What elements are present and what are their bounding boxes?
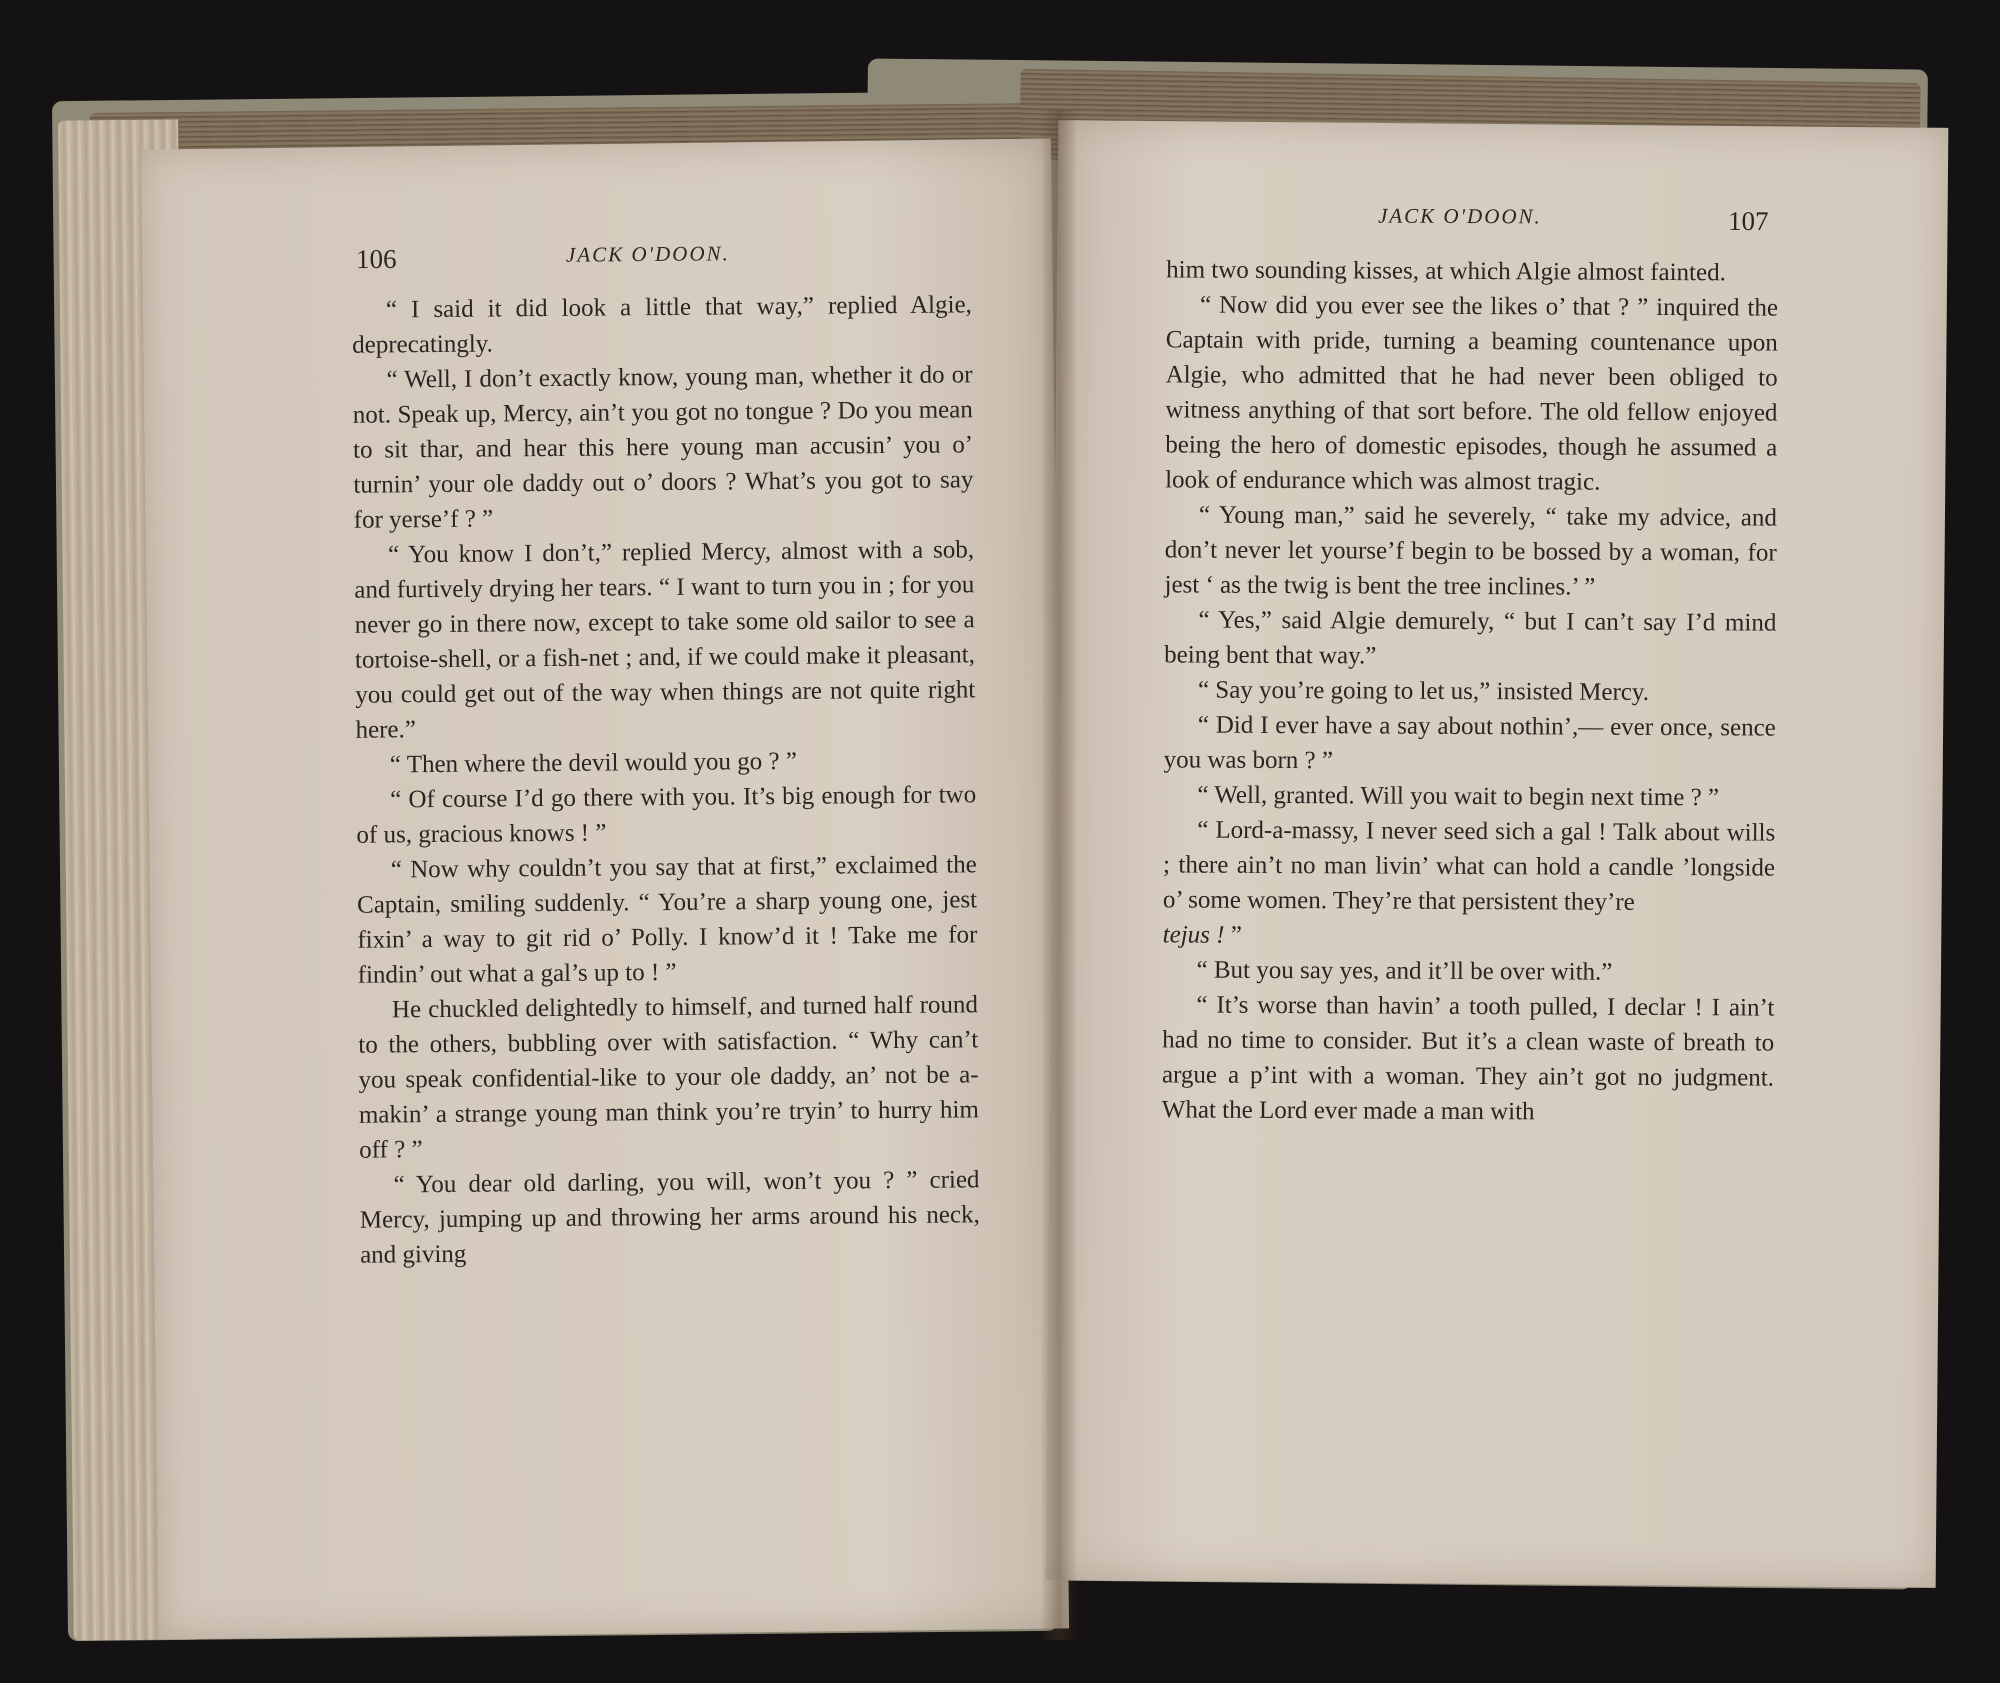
paragraph: “ You know I don’t,” replied Mercy, almost with a sob, and furtively drying her tears. “ I want to turn you in ; for you never go in there now, except to take some old sailor to see a tortoise-shell, or a fish-net ; and, if we could make it pleasant, you could get out of the way when things are not quite right here.”	[354, 536, 976, 744]
right-page-number: 107	[1727, 205, 1769, 237]
italic-word: tejus !	[1162, 921, 1225, 949]
paragraph: “ Did I ever have a say about nothin’,— ever once, sence you was born ? ”	[1163, 711, 1776, 775]
paragraph: “ But you say yes, and it’ll be over with.”	[1196, 956, 1613, 986]
paragraph: “ I said it did look a little that way,” replied Algie, deprecatingly.	[352, 291, 972, 359]
paragraph: “ It’s worse than havin’ a tooth pulled, I declar ! I ain’t had no time to consider. But it’s a clean waste of breath to argue a p’int with a woman. They ain’t got no judgment. What the Lord ever made a man with	[1161, 991, 1775, 1126]
paragraph	[1163, 812, 1776, 955]
paragraph: “ You dear old darling, you will, won’t you ? ” cried Mercy, jumping up and throwing her arms around his neck, and giving	[359, 1166, 980, 1269]
book-gutter	[1042, 110, 1076, 1640]
paragraph-text: “ Lord-a-massy, I never seed sich a gal ! Talk about wills ; there ain’t no man livin’ what can hold a candle ’longside o’ some women. They’re that persistent they’re	[1162, 816, 1776, 916]
paragraph: “ Well, granted. Will you wait to begin next time ? ”	[1197, 781, 1720, 812]
left-page-number: 106	[355, 243, 397, 275]
paragraph: “ Say you’re going to let us,” insisted Mercy.	[1197, 676, 1650, 706]
right-running-head: JACK O'DOON.	[1377, 203, 1542, 229]
paragraph: “ Yes,” said Algie demurely, “ but I can’t say I’d mind being bent that way.”	[1164, 606, 1777, 670]
paragraph: “ Now did you ever see the likes o’ that ? ” inquired the Captain with pride, turning a beaming countenance upon Algie, who admitted that he had never been obliged to witness anything of that sort before. The old fellow enjoyed being the hero of domestic episodes, though he assumed a look of endurance which was almost tragic.	[1165, 291, 1779, 496]
paragraph: “ Of course I’d go there with you. It’s big enough for two of us, gracious knows ! ”	[356, 781, 977, 849]
left-page-text	[352, 287, 981, 1272]
paragraph: him two sounding kisses, at which Algie almost fainted.	[1166, 256, 1726, 287]
paragraph: “ Well, I don’t exactly know, young man, whether it do or not. Speak up, Mercy, ain’t you got no tongue ? Do you mean to sit thar, and hear this here young man accusin’ you o’ turnin’ your ole daddy out o’ doors ? What’s you got to say for yerse’f ? ”	[352, 361, 974, 534]
paragraph: “ Young man,” said he severely, “ take my advice, and don’t never let yourse’f begin to be bossed by a woman, for jest ‘ as the twig is bent the tree inclines.’ ”	[1164, 501, 1777, 601]
paragraph: “ Now why couldn’t you say that at first,” exclaimed the Captain, smiling suddenly. “ You’re a sharp young one, jest fixin’ a way to git rid o’ Polly. I know’d it ! Take me for findin’ out what a gal’s up to ! ”	[356, 851, 978, 989]
right-page-text	[1162, 252, 1779, 1130]
left-running-head: JACK O'DOON.	[565, 241, 730, 267]
paragraph: He chuckled delightedly to himself, and turned half round to the others, bubbling over with satisfaction. “ Why can’t you speak confidential-like to your ole daddy, an’ not be a-makin’ a strange young man think you’re tryin’ to hurry him off ? ”	[358, 991, 980, 1164]
paragraph: “ Then where the devil would you go ? ”	[389, 747, 798, 779]
closing-quote: ”	[1224, 921, 1242, 949]
